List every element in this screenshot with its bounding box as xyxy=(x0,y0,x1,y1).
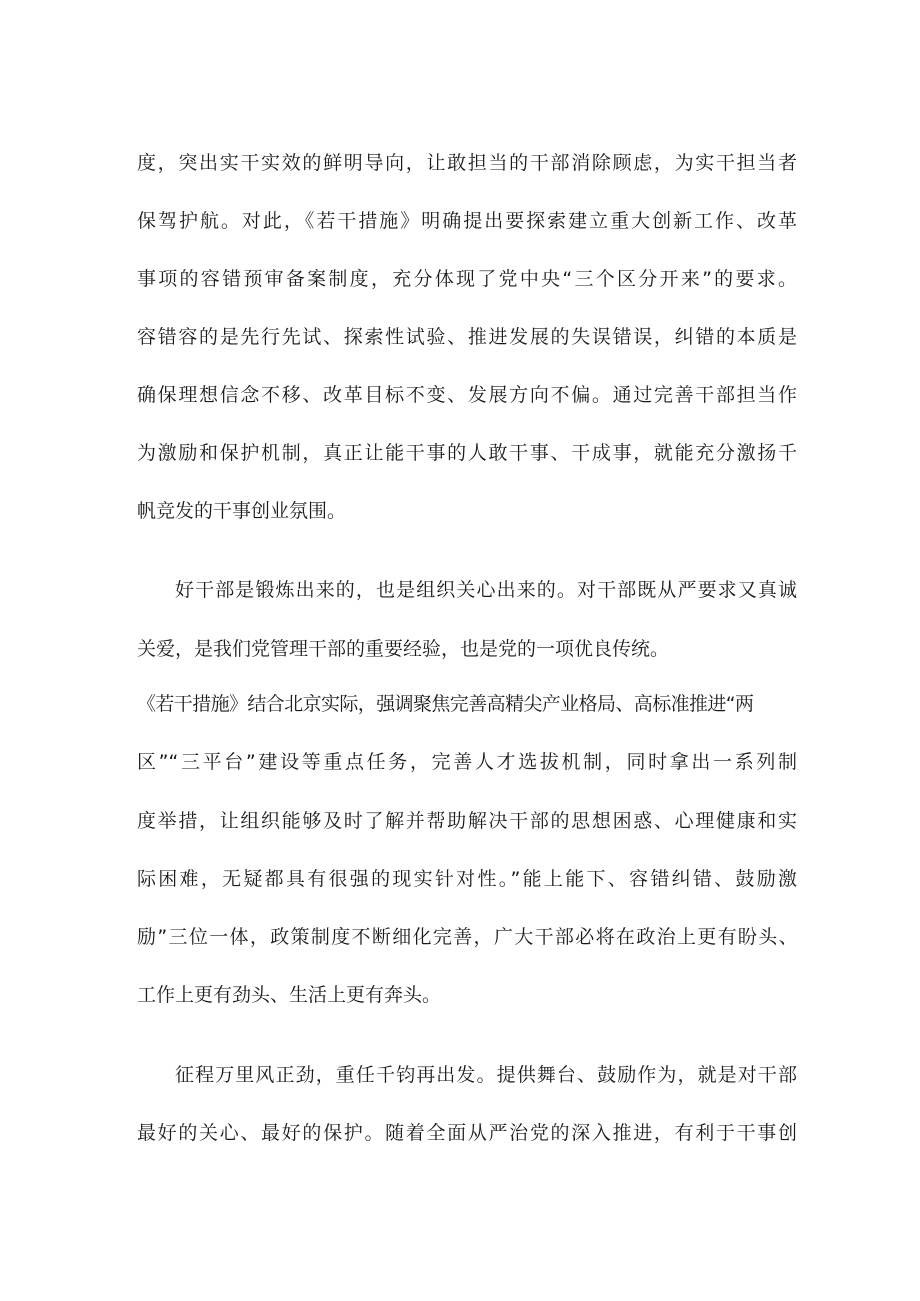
paragraph-2-line-5: 度举措，让组织能够及时了解并帮助解决干部的思想困惑、心理健康和实 xyxy=(137,810,797,832)
paragraph-1-line-5: 确保理想信念不移、改革目标不变、发展方向不偏。通过完善干部担当作 xyxy=(137,384,797,406)
paragraph-1-line-7: 帆竞发的干事创业氛围。 xyxy=(137,500,347,522)
paragraph-1-line-3: 事项的容错预审备案制度，充分体现了党中央“三个区分开来”的要求。 xyxy=(137,268,797,290)
paragraph-2-line-7: 励”三位一体，政策制度不断细化完善，广大干部必将在政治上更有盼头、 xyxy=(137,926,797,948)
paragraph-2-line-2: 关爱，是我们党管理干部的重要经验，也是党的一项优良传统。 xyxy=(137,638,670,660)
paragraph-2-line-4: 区”“三平台”建设等重点任务，完善人才选拔机制，同时拿出一系列制 xyxy=(137,751,797,773)
paragraph-2-line-1: 好干部是锻炼出来的，也是组织关心出来的。对干部既从严要求又真诚 xyxy=(175,579,797,601)
paragraph-1-line-4: 容错容的是先行先试、探索性试验、推进发展的失误错误，纠错的本质是 xyxy=(137,326,797,348)
paragraph-2-line-8: 工作上更有劲头、生活上更有奔头。 xyxy=(137,984,442,1006)
paragraph-2-line-3: 《若干措施》结合北京实际，强调聚焦完善高精尖产业格局、高标准推进“两 xyxy=(137,693,754,715)
paragraph-2-line-6: 际困难，无疑都具有很强的现实针对性。”能上能下、容错纠错、鼓励激 xyxy=(137,868,797,890)
paragraph-3-line-1: 征程万里风正劲，重任千钧再出发。提供舞台、鼓励作为，就是对干部 xyxy=(175,1064,797,1086)
paragraph-1-line-2: 保驾护航。对此，《若干措施》明确提出要探索建立重大创新工作、改革 xyxy=(137,210,797,232)
paragraph-1-line-1: 度，突出实干实效的鲜明导向，让敢担当的干部消除顾虑，为实干担当者 xyxy=(137,152,797,174)
paragraph-3-line-2: 最好的关心、最好的保护。随着全面从严治党的深入推进，有利于干事创 xyxy=(137,1122,797,1144)
paragraph-1-line-6: 为激励和保护机制，真正让能干事的人敢干事、干成事，就能充分激扬千 xyxy=(137,442,797,464)
